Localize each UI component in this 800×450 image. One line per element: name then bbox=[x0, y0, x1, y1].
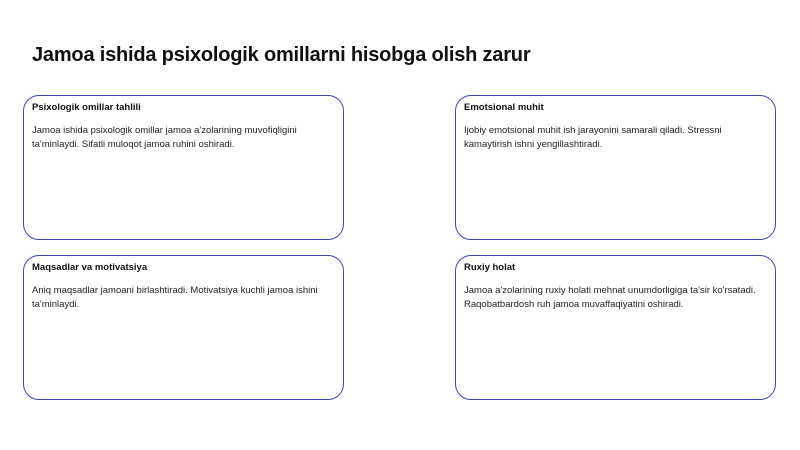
slide-title: Jamoa ishida psixologik omillarni hisobga olish zarur bbox=[32, 44, 531, 66]
card-emotsional-muhit bbox=[455, 95, 776, 240]
card-psixologik-omillar bbox=[23, 95, 344, 240]
card-title: Psixologik omillar tahlili bbox=[32, 102, 141, 113]
card-maqsadlar-motivatsiya bbox=[23, 255, 344, 400]
card-title: Ruxiy holat bbox=[464, 262, 516, 273]
card-body: Jamoa a'zolarining ruxiy holati mehnat unumdorligiga ta'sir ko'rsatadi. Raqobatbardosh ruh jamoa muvaffaqiyatini oshiradi. bbox=[464, 285, 756, 310]
card-ruxiy-holat bbox=[455, 255, 776, 400]
card-body: Aniq maqsadlar jamoani birlashtiradi. Motivatsiya kuchli jamoa ishini ta'minlaydi. bbox=[32, 285, 318, 310]
card-title: Emotsional muhit bbox=[464, 102, 544, 113]
card-body: Ijobiy emotsional muhit ish jarayonini samarali qiladi. Stressni kamaytirish ishni yengillashtiradi. bbox=[464, 125, 722, 150]
card-body: Jamoa ishida psixologik omillar jamoa a'zolarining muvofiqligini ta'minlaydi. Sifatli muloqot jamoa ruhini oshiradi. bbox=[32, 125, 297, 150]
card-title: Maqsadlar va motivatsiya bbox=[32, 262, 148, 273]
